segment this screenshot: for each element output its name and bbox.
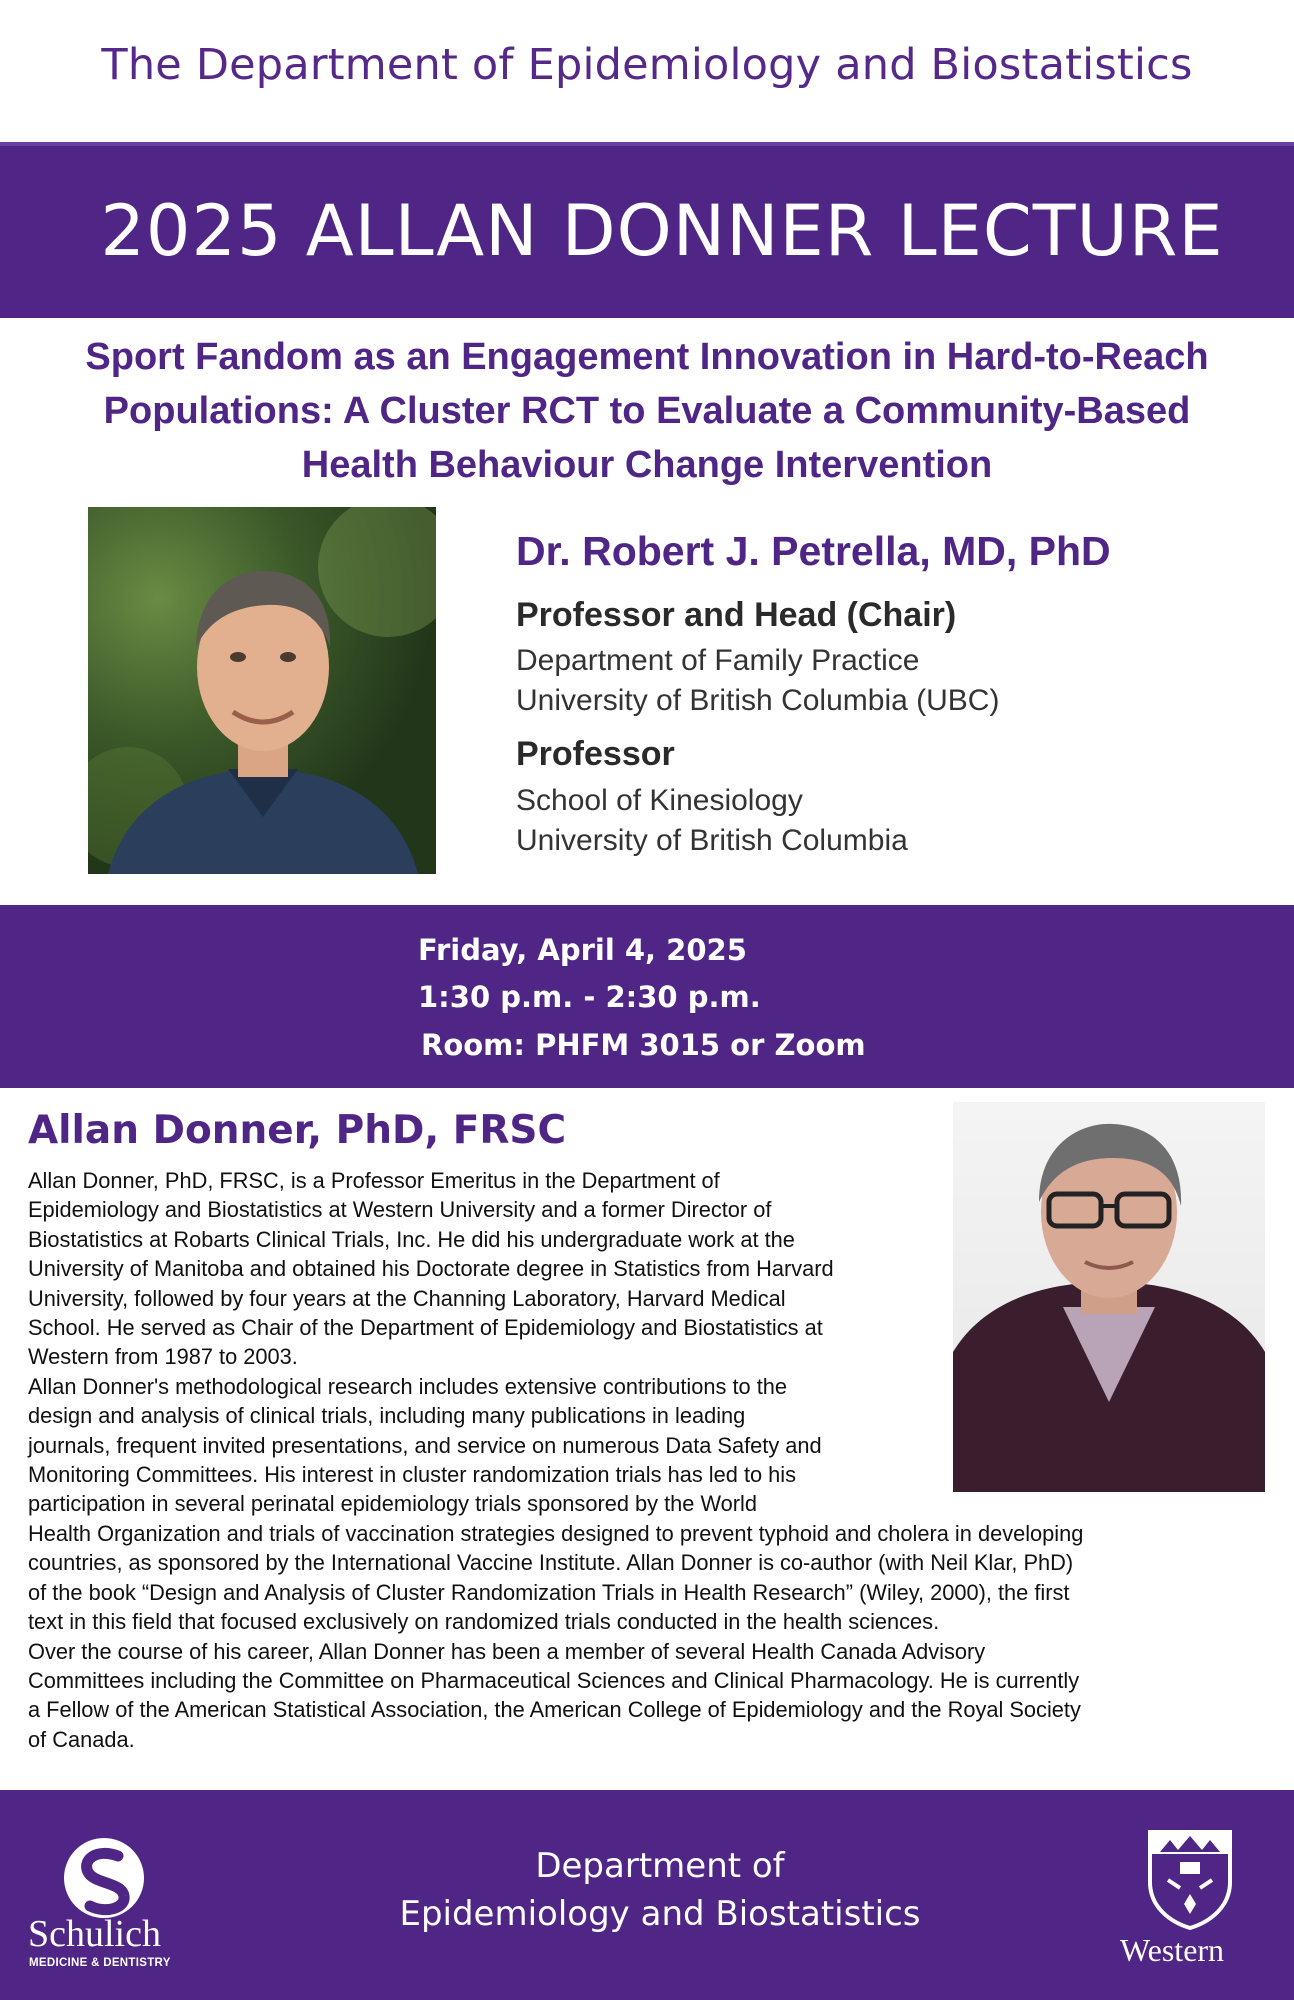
bio-line: University of Manitoba and obtained his Doctorate degree in Statistics from Harvard xyxy=(28,1256,834,1282)
event-time: 1:30 p.m. - 2:30 p.m. xyxy=(418,980,761,1014)
footer-department xyxy=(330,1842,990,1938)
bio-line: countries, as sponsored by the International Vaccine Institute. Allan Donner is co-author (with Neil Klar, PhD) xyxy=(28,1550,1074,1576)
bio-line: Health Organization and trials of vaccination strategies designed to prevent typhoid and cholera in developing xyxy=(28,1521,1084,1546)
western-wordmark: Western xyxy=(1120,1932,1225,1968)
event-date: Friday, April 4, 2025 xyxy=(418,933,747,967)
event-room: Room: PHFM 3015 or Zoom xyxy=(421,1028,866,1062)
speaker-photo xyxy=(88,507,436,874)
western-crest-icon xyxy=(1140,1822,1240,1932)
bio-line: a Fellow of the American Statistical Association, the American College of Epidemiology and the Royal Society xyxy=(28,1697,1081,1723)
bio-line: University, followed by four years at the Channing Laboratory, Harvard Medical xyxy=(28,1285,786,1311)
speaker-name: Dr. Robert J. Petrella, MD, PhD xyxy=(516,528,1111,574)
bio-line: Western from 1987 to 2003. xyxy=(28,1344,298,1370)
speaker-role2-university: University of British Columbia xyxy=(516,824,908,857)
bio-line: Allan Donner, PhD, FRSC, is a Professor Emeritus in the Department of xyxy=(28,1168,720,1193)
speaker-role-university: University of British Columbia (UBC) xyxy=(516,684,1000,717)
bio-line: journals, frequent invited presentations, and service on numerous Data Safety and xyxy=(28,1432,822,1458)
bio-line: design and analysis of clinical trials, including many publications in leading xyxy=(28,1403,746,1429)
schulich-subtitle: MEDICINE & DENTISTRY xyxy=(29,1957,171,1969)
bio-text-narrow xyxy=(28,1166,968,1519)
bio-line: Epidemiology and Biostatistics at Western University and a former Director of xyxy=(28,1197,772,1223)
department-header: The Department of Epidemiology and Biostatistics xyxy=(101,40,1193,90)
speaker-role2-school: School of Kinesiology xyxy=(516,784,803,817)
donner-photo xyxy=(953,1102,1265,1492)
speaker-role-title: Professor and Head (Chair) xyxy=(516,596,957,634)
footer-line: Department of xyxy=(535,1846,785,1886)
donner-portrait-icon xyxy=(953,1102,1265,1492)
bio-line: of Canada. xyxy=(28,1726,135,1752)
bio-line: Committees including the Committee on Pharmaceutical Sciences and Clinical Pharmacology. He is currently xyxy=(28,1668,1080,1694)
lecture-title-line: Populations: A Cluster RCT to Evaluate a Community-Based xyxy=(103,390,1191,432)
bio-heading: Allan Donner, PhD, FRSC xyxy=(28,1108,567,1153)
speaker-portrait-icon xyxy=(88,507,436,874)
speaker-role-department: Department of Family Practice xyxy=(516,644,920,677)
bio-line: Biostatistics at Robarts Clinical Trials, Inc. He did his undergraduate work at the xyxy=(28,1226,795,1252)
bio-line: School. He served as Chair of the Department of Epidemiology and Biostatistics at xyxy=(28,1315,823,1341)
bio-line: text in this field that focused exclusively on randomized trials conducted in the health sciences. xyxy=(28,1609,940,1635)
schulich-wordmark: Schulich xyxy=(28,1913,161,1955)
lecture-series-title: 2025 ALLAN DONNER LECTURE xyxy=(100,190,1224,272)
speaker-role2-title: Professor xyxy=(516,735,675,773)
lecture-title-line: Health Behaviour Change Intervention xyxy=(301,444,993,486)
bio-line: Monitoring Committees. His interest in cluster randomization trials has led to his xyxy=(28,1462,797,1488)
lecture-title-line: Sport Fandom as an Engagement Innovation in Hard-to-Reach xyxy=(85,336,1209,378)
lecture-title xyxy=(10,330,1284,492)
bio-line: Allan Donner's methodological research includes extensive contributions to the xyxy=(28,1373,788,1399)
bio-line: of the book “Design and Analysis of Cluster Randomization Trials in Health Research” (Wiley, 2000), the first xyxy=(28,1579,1070,1605)
bio-line: participation in several perinatal epidemiology trials sponsored by the World xyxy=(28,1491,757,1517)
bio-line: Over the course of his career, Allan Donner has been a member of several Health Canada Advisory xyxy=(28,1638,986,1664)
bio-text-wide xyxy=(28,1519,1278,1754)
footer-line: Epidemiology and Biostatistics xyxy=(399,1894,921,1934)
